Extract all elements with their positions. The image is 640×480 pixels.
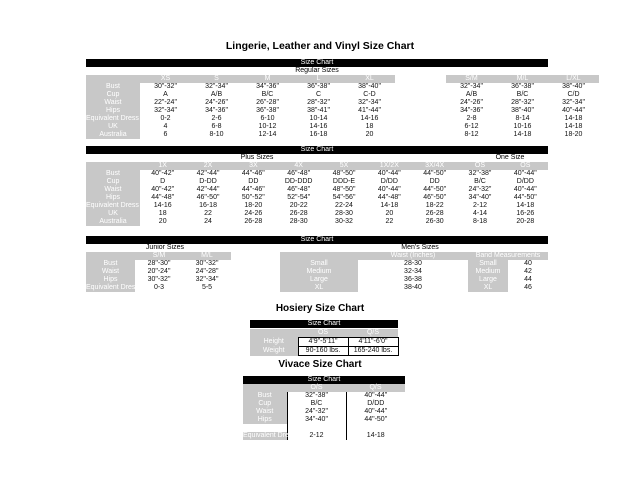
size-value: 40"-44" (346, 408, 405, 416)
hosiery-title: Hosiery Size Chart (275, 303, 365, 314)
size-value: 0-3 (153, 284, 165, 291)
size-value: 4'11"-6'0" (348, 338, 398, 347)
row-label: Large (468, 276, 508, 284)
row-label: Australia (86, 218, 140, 226)
table-row (250, 338, 398, 347)
size-value: 20 (385, 210, 394, 217)
size-value: 18-20 (564, 131, 583, 138)
size-value: 30"-32" (147, 276, 171, 283)
row-label: Waist (86, 99, 140, 107)
size-value: 36"-38" (307, 83, 330, 90)
size-value: 2-6 (211, 115, 222, 122)
size-value: 22-24 (335, 202, 353, 209)
size-value: 40 (524, 260, 532, 267)
one-size-title: One Size (495, 154, 525, 161)
size-value: 8-14 (515, 115, 530, 122)
vivace-bar: Size Chart (243, 376, 405, 384)
size-value: 40"-44" (377, 186, 401, 193)
size-value: 26-28 (289, 210, 308, 217)
corner-cell (243, 384, 287, 392)
table-row (280, 284, 548, 292)
table-row (243, 392, 405, 400)
spacer-cell (395, 115, 446, 123)
table-row (86, 107, 599, 115)
table-row (86, 284, 231, 292)
table-row (243, 416, 405, 424)
size-value: 42 (524, 268, 532, 275)
size-value: 44"-50" (513, 194, 537, 201)
vivace-title: Vivace Size Chart (278, 359, 362, 370)
table-row (86, 123, 599, 131)
size-value: 20"-24" (147, 268, 171, 275)
size-value: D/DD (380, 178, 398, 185)
size-value (346, 424, 405, 432)
table-row (280, 260, 548, 268)
size-value: 22 (385, 218, 394, 225)
size-value: 40"-42" (151, 170, 175, 177)
row-label: Bust (86, 170, 140, 178)
size-value: 32"-38" (287, 392, 346, 400)
table-row (86, 170, 548, 178)
row-label: Small (468, 260, 508, 268)
size-value: 20-28 (516, 218, 535, 225)
size-value: 26-28 (244, 218, 263, 225)
size-header: Waist (Inches) (358, 252, 468, 260)
size-value: 26"-28" (256, 99, 279, 106)
hosiery-table (250, 329, 399, 356)
size-header: S/M (446, 75, 497, 83)
junior-sizes-table (86, 252, 231, 292)
table-row (86, 178, 548, 186)
row-label: Hips (243, 416, 287, 424)
size-chart-bar: Size Chart (86, 59, 548, 67)
size-value: 24"-28" (195, 268, 219, 275)
size-value: 14-18 (513, 131, 532, 138)
size-value: DD-DDD (284, 178, 313, 185)
size-value: 16-26 (516, 210, 535, 217)
size-value (287, 424, 346, 432)
row-label: Hips (86, 194, 140, 202)
size-value: 40"-44" (562, 107, 585, 114)
size-value: 44"-48" (151, 194, 175, 201)
size-value: C/D (567, 91, 580, 98)
table-row (243, 400, 405, 408)
size-header: Band Measurements (468, 252, 548, 260)
row-label: Bust (243, 392, 287, 400)
row-label: Australia (86, 131, 140, 139)
corner-cell (86, 75, 140, 83)
row-label: Equivalent Dress Size (86, 202, 155, 209)
size-value: 32"-34" (562, 99, 585, 106)
size-value: 30-32 (335, 218, 353, 225)
size-value: 28-30 (404, 260, 422, 267)
table-row (280, 268, 548, 276)
table-row (243, 432, 405, 440)
size-value: 20 (365, 131, 374, 138)
size-header: Q/S (346, 384, 405, 392)
table-row (86, 83, 599, 91)
corner-cell (86, 252, 135, 260)
regular-sizes-table (86, 75, 599, 139)
plus-sizes-title: Plus Sizes (240, 154, 274, 161)
size-value: 28"-32" (511, 99, 534, 106)
table-header-row (86, 252, 231, 260)
size-header: 3X (231, 162, 276, 170)
table-row (243, 408, 405, 416)
size-value: 46"-48" (287, 170, 311, 177)
size-value: 44 (524, 276, 532, 283)
corner-cell (280, 252, 358, 260)
size-value: 28-30 (289, 218, 308, 225)
mens-sizes-title: Men's Sizes (401, 244, 439, 251)
size-value: 18-22 (425, 202, 444, 209)
size-header: L/XL (548, 75, 599, 83)
size-value: 46"-48" (287, 186, 311, 193)
size-value: 40"-44" (513, 186, 537, 193)
size-value: 14-18 (346, 432, 405, 440)
size-value: C-D (363, 91, 376, 98)
size-header: M/L (497, 75, 548, 83)
size-value: D (160, 178, 166, 185)
size-value: DD (248, 178, 259, 185)
size-value: 90-160 lbs. (298, 347, 348, 356)
size-value: 6-12 (464, 123, 479, 130)
size-chart-bar-2: Size Chart (86, 146, 548, 154)
size-value: 28"-32" (307, 99, 330, 106)
size-value: 32"-34" (195, 276, 219, 283)
size-value: 38"-40" (511, 107, 534, 114)
size-value: 32"-34" (154, 107, 177, 114)
size-value: 40"-42" (151, 186, 175, 193)
size-value: 40"-44" (513, 170, 537, 177)
table-header-row (280, 252, 548, 260)
size-header: M (242, 75, 293, 83)
row-label: Cup (243, 400, 287, 408)
row-label: XL (280, 284, 358, 292)
size-value: 8-18 (472, 218, 487, 225)
corner-cell (250, 329, 298, 338)
row-label: Bust (86, 260, 135, 268)
size-value: 2-12 (287, 432, 346, 440)
table-row (86, 115, 599, 123)
mens-sizes-table (280, 252, 548, 292)
row-label: Hips (86, 107, 140, 115)
size-value: 44"-50" (346, 416, 405, 424)
spacer-cell (395, 75, 446, 83)
size-value: 40"-44" (377, 170, 401, 177)
row-label: Small (280, 260, 358, 268)
size-value: 32-34 (404, 268, 422, 275)
table-row (250, 347, 398, 356)
size-value: 32"-34" (460, 83, 483, 90)
size-value: 42"-44" (196, 170, 220, 177)
row-label (243, 424, 287, 432)
size-value: D/DD (346, 400, 405, 408)
size-value: 54"-56" (332, 194, 356, 201)
row-label: Large (280, 276, 358, 284)
page-title: Lingerie, Leather and Vinyl Size Chart (225, 40, 415, 52)
size-value: 14-18 (380, 202, 399, 209)
size-value: 28-30 (335, 210, 353, 217)
table-header-row (243, 384, 405, 392)
row-label: Equivalent Dress Size (86, 115, 155, 122)
size-value: 44"-50" (423, 186, 447, 193)
size-value: 24"-32" (468, 186, 492, 193)
size-value: 20-22 (289, 202, 308, 209)
size-header: S (191, 75, 242, 83)
size-value: 34"-40" (468, 194, 492, 201)
size-value: 30"-32" (154, 83, 177, 90)
size-value: 6-10 (260, 115, 275, 122)
size-value: B/C (261, 91, 274, 98)
table-row (86, 131, 599, 139)
row-label: Hips (86, 276, 135, 284)
corner-cell (86, 162, 140, 170)
table-row (86, 218, 548, 226)
size-value: 34"-36" (460, 107, 483, 114)
row-label: Medium (468, 268, 508, 276)
size-value: B/C (474, 178, 486, 185)
row-label: UK (86, 210, 140, 218)
row-label: Equivalent Dress Size (86, 284, 155, 291)
size-header: 2X (185, 162, 230, 170)
regular-sizes-title: Regular Sizes (295, 67, 339, 74)
table-row (243, 424, 405, 432)
size-value: 18 (158, 210, 167, 217)
table-row (86, 99, 599, 107)
size-value: 2-8 (466, 115, 477, 122)
table-row (86, 260, 231, 268)
size-value: 16-18 (199, 202, 217, 209)
size-header: OS (457, 162, 502, 170)
size-value: 24"-26" (460, 99, 483, 106)
size-header: O/S (287, 384, 346, 392)
size-header: L (293, 75, 344, 83)
size-value: 42"-44" (196, 186, 220, 193)
size-value: 6 (163, 131, 168, 138)
size-value: 26-28 (425, 210, 444, 217)
spacer-cell (395, 123, 446, 131)
size-value: 44"-48" (377, 194, 401, 201)
row-label: UK (86, 123, 140, 131)
row-label: Waist (86, 186, 140, 194)
size-value: 5-5 (201, 284, 213, 291)
table-row (86, 210, 548, 218)
size-value: A/B (210, 91, 223, 98)
size-value: 22 (204, 210, 212, 217)
size-value: 8-12 (464, 131, 479, 138)
size-value: 14-18 (516, 202, 535, 209)
plus-sizes-table (86, 162, 548, 226)
size-header: 1X (140, 162, 185, 170)
size-value: 26-30 (425, 218, 444, 225)
size-value: 32"-38" (468, 170, 492, 177)
size-value: 38"-40" (358, 83, 381, 90)
row-label: Cup (86, 91, 140, 99)
size-value: 10-12 (258, 123, 277, 130)
table-row (86, 186, 548, 194)
row-label: Waist (243, 408, 287, 416)
table-row (86, 194, 548, 202)
size-value: 44"-46" (241, 186, 265, 193)
size-header: S/M (135, 252, 183, 260)
size-value: 34"-40" (287, 416, 346, 424)
size-value: 28"-30" (147, 260, 171, 267)
size-value: 38"-40" (562, 83, 585, 90)
size-header: Q/S (348, 329, 398, 338)
size-value: 18-20 (244, 202, 263, 209)
size-value: 52"-54" (287, 194, 311, 201)
spacer-cell (395, 91, 446, 99)
junior-sizes-title: Junior Sizes (145, 244, 185, 251)
size-header: 1X/2X (367, 162, 412, 170)
size-value: DDD-E (332, 178, 356, 185)
size-chart-bar-3: Size Chart (86, 236, 548, 244)
row-label: XL (468, 284, 508, 292)
table-row (86, 276, 231, 284)
size-value: 48"-50" (332, 170, 356, 177)
size-value: 46"-50" (423, 194, 447, 201)
size-value: B/C (287, 400, 346, 408)
size-value: 165-240 lbs. (348, 347, 398, 356)
size-value: 4'9"-5'11" (298, 338, 348, 347)
size-value: 14-16 (153, 202, 172, 209)
size-value: A/B (465, 91, 478, 98)
spacer-cell (395, 99, 446, 107)
size-value: B/C (516, 91, 529, 98)
size-value: D/DD (516, 178, 534, 185)
size-value: C (315, 91, 322, 98)
size-value: 14-18 (564, 123, 583, 130)
size-value: 41"-44" (358, 107, 381, 114)
size-value: 44"-46" (241, 170, 265, 177)
size-value: 0-2 (160, 115, 171, 122)
size-header: 5X (321, 162, 366, 170)
size-value: 36"-38" (511, 83, 534, 90)
size-value: 10-14 (309, 115, 328, 122)
size-value: 32"-34" (358, 99, 381, 106)
row-label: Weight (250, 347, 298, 356)
size-header: 4X (276, 162, 321, 170)
size-value: 30"-32" (195, 260, 219, 267)
size-value: 34"-36" (205, 107, 228, 114)
size-value: 34"-36" (256, 83, 279, 90)
table-row (86, 91, 599, 99)
size-value: 8-10 (209, 131, 224, 138)
size-value: 20 (158, 218, 167, 225)
row-label: Height (250, 338, 298, 347)
size-header: OS (503, 162, 548, 170)
size-value: 12-14 (258, 131, 277, 138)
table-row (280, 276, 548, 284)
row-label: Equivalent Dress Size (243, 432, 312, 439)
size-value: 24-26 (244, 210, 263, 217)
size-header: XL (344, 75, 395, 83)
size-value: 24"-26" (205, 99, 228, 106)
size-header: XS (140, 75, 191, 83)
size-value: 46"-50" (196, 194, 220, 201)
size-header: M/L (183, 252, 231, 260)
row-label: Bust (86, 83, 140, 91)
size-value: 16-18 (309, 131, 328, 138)
table-header-row (250, 329, 398, 338)
size-value: 32"-34" (205, 83, 228, 90)
size-value: 24 (204, 218, 212, 225)
size-value: 22"-24" (154, 99, 177, 106)
size-value: 50"-52" (241, 194, 265, 201)
table-row (86, 268, 231, 276)
vivace-table (243, 384, 405, 440)
size-value: 38-40 (404, 284, 422, 291)
table-row (86, 202, 548, 210)
size-header: 3X/4X (412, 162, 457, 170)
size-value: 48"-50" (332, 186, 356, 193)
size-value: 36-38 (404, 276, 422, 283)
size-value: D-DD (199, 178, 217, 185)
table-header-row (86, 162, 548, 170)
size-value: DD (429, 178, 440, 185)
size-value: 18 (365, 123, 374, 130)
size-value: 40"-44" (346, 392, 405, 400)
size-value: 4 (163, 123, 168, 130)
hosiery-bar: Size Chart (250, 320, 398, 328)
size-value: 4-14 (472, 210, 487, 217)
spacer-cell (395, 107, 446, 115)
spacer-cell (395, 131, 446, 139)
row-label: Medium (280, 268, 358, 276)
size-value: 2-12 (472, 202, 487, 209)
size-header: OS (298, 329, 348, 338)
spacer-cell (395, 83, 446, 91)
size-value: 36"-38" (256, 107, 279, 114)
size-value: 14-18 (564, 115, 583, 122)
size-value: 24"-32" (287, 408, 346, 416)
size-value: 46 (524, 284, 532, 291)
table-header-row (86, 75, 599, 83)
size-value: 6-8 (211, 123, 222, 130)
row-label: Waist (86, 268, 135, 276)
size-value: 14-16 (309, 123, 328, 130)
size-value: 44"-50" (423, 170, 447, 177)
size-value: 14-16 (360, 115, 379, 122)
row-label: Cup (86, 178, 140, 186)
size-value: 10-16 (513, 123, 532, 130)
size-value: 38"-41" (307, 107, 330, 114)
size-value: A (163, 91, 168, 98)
